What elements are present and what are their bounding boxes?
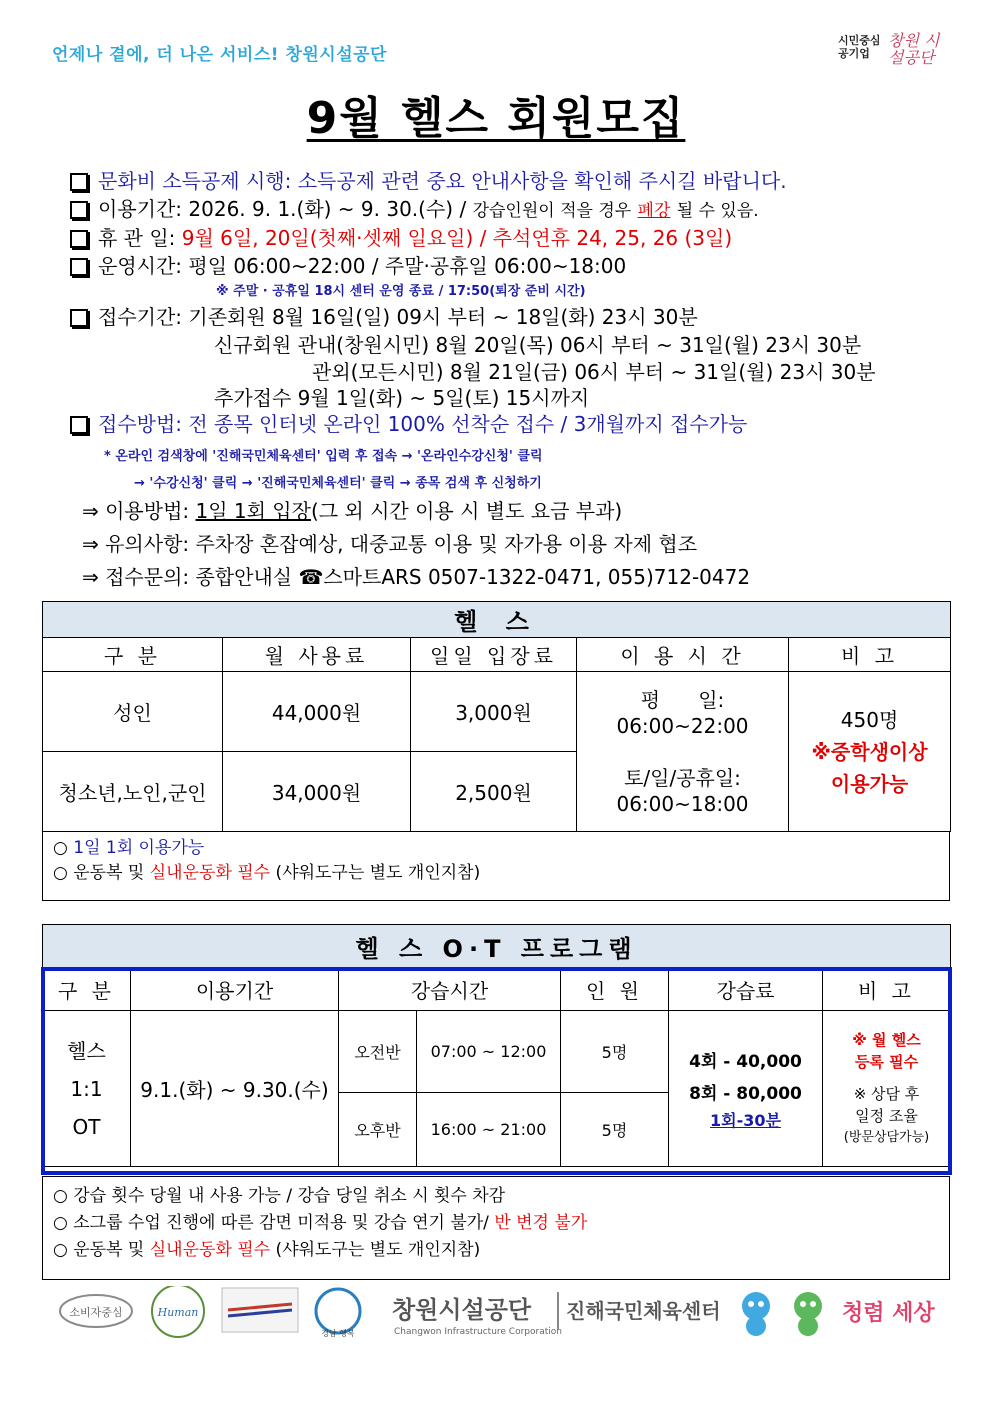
ot-remark-cell: ※ 월 헬스 등록 필수 ※ 상담 후 일정 조율 (방문상담가능) [823, 1011, 951, 1167]
checkbox-icon [70, 201, 88, 219]
info-registration-line3: 관외(모든시민) 8월 21일(금) 06시 부터 ~ 31일(월) 23시 30분 [312, 360, 876, 384]
info-registration: 접수기간: 기존회원 8월 16일(일) 09시 부터 ~ 18일(화) 23시 30분 [70, 304, 970, 330]
center-name: 진해국민체육센터 [566, 1299, 721, 1323]
info-usage: ⇒ 이용방법: 1일 1회 입장(그 외 시간 이용 시 별도 요금 부과) [82, 499, 623, 523]
info-method-note2: → '수강신청' 클릭 → '진해국민체육센터' 클릭 → 종목 검색 후 신청하기 [134, 476, 542, 491]
checkbox-icon [70, 173, 88, 191]
slogan: 언제나 곁에, 더 나은 서비스! 창원시설공단 [52, 45, 387, 65]
circle-bullet-icon: ○ [53, 1186, 68, 1206]
info-method: 접수방법: 전 종목 인터넷 온라인 100% 선착순 접수 / 3개월까지 접수가능 [70, 411, 970, 437]
column-header: 강습시간 [339, 969, 561, 1011]
logo-line1: 시민중심 [838, 34, 881, 47]
page-title: 9월 헬스 회원모집 [306, 93, 686, 144]
info-registration-line2: 신규회원 관내(창원시민) 8월 20일(목) 06시 부터 ~ 31일(월) 23시 30분 [214, 333, 862, 357]
ot-fee-cell: 4회 - 40,000 8회 - 80,000 1회-30분 [669, 1011, 823, 1167]
daily-fee-cell: 2,500원 [411, 752, 577, 832]
remark-cell: 450명 ※중학생이상 이용가능 [789, 672, 951, 832]
info-caution: ⇒ 유의사항: 주차장 혼잡예상, 대중교통 이용 및 자가용 이용 자제 협조 [82, 532, 698, 556]
info-hours: 운영시간: 평일 06:00~22:00 / 주말·공휴일 06:00~18:00 [70, 253, 970, 279]
column-header: 비 고 [789, 638, 951, 672]
checkbox-icon [70, 416, 88, 434]
category-cell: 성인 [43, 672, 223, 752]
circle-bullet-icon: ○ [53, 1213, 68, 1233]
daily-fee-cell: 3,000원 [411, 672, 577, 752]
column-header: 구 분 [43, 969, 131, 1011]
monthly-fee-cell: 34,000원 [223, 752, 411, 832]
info-period: 이용기간: 2026. 9. 1.(화) ~ 9. 30.(수) / 강습인원이 적을 경우 폐강 될 수 있음. [70, 196, 970, 224]
column-header: 강습료 [669, 969, 823, 1011]
svg-text:Human: Human [157, 1306, 199, 1319]
info-tax: 문화비 소득공제 시행: 소득공제 관련 중요 안내사항을 확인해 주시길 바랍니다. [70, 168, 970, 194]
ot-table-title: 헬 스 O·T 프로그램 [43, 925, 951, 969]
logo-line2: 공기업 [838, 47, 870, 60]
mascot-icon [742, 1292, 770, 1336]
pm-class-label: 오후반 [339, 1093, 417, 1167]
ot-program-table [42, 924, 951, 1167]
am-class-label: 오전반 [339, 1011, 417, 1093]
org-en-name: Changwon Infrastructure Corporation [394, 1327, 562, 1337]
monthly-fee-cell: 44,000원 [223, 672, 411, 752]
pm-class-time: 16:00 ~ 21:00 [417, 1093, 561, 1167]
column-header: 이용기간 [131, 969, 339, 1011]
certification-logo-icon [222, 1288, 298, 1332]
svg-text:경남 행복: 경남 행복 [321, 1329, 355, 1338]
ot-notes: ○ 강습 횟수 당월 내 사용 가능 / 강습 당일 취소 시 횟수 차감 ○ 소그룹 수업 진행에 따른 감면 미적용 및 강습 연기 불가/ 반 변경 불가 ○ 운동복 및 실내운동화 필수 (샤워도구는 별도 개인지참) [42, 1176, 950, 1280]
hours-cell: 평 일: 06:00~22:00 토/일/공휴일: 06:00~18:00 [577, 672, 789, 832]
column-header: 이 용 시 간 [577, 638, 789, 672]
pm-class-count: 5명 [561, 1093, 669, 1167]
info-registration-line4: 추가접수 9월 1일(화) ~ 5일(토) 15시까지 [214, 386, 590, 410]
corporation-logo [838, 31, 948, 67]
info-closed: 휴 관 일: 9월 6일, 20일(첫째·셋째 일요일) / 추석연휴 24, 25, 26 (3일) [70, 225, 970, 251]
am-class-count: 5명 [561, 1011, 669, 1093]
human-logo [152, 1286, 204, 1337]
footer-logos [56, 1286, 946, 1346]
column-header: 비 고 [823, 969, 951, 1011]
ccm-consumer-logo [60, 1295, 132, 1327]
circle-bullet-icon: ○ [53, 838, 68, 858]
logo-script: 창원 시설공단 [888, 31, 940, 67]
checkbox-icon [70, 309, 88, 327]
am-class-time: 07:00 ~ 12:00 [417, 1011, 561, 1093]
column-header: 일일 입장료 [411, 638, 577, 672]
health-notes: ○ 1일 1회 이용가능 ○ 운동복 및 실내운동화 필수 (샤워도구는 별도 개인지참) [42, 831, 950, 901]
column-header: 월 사용료 [223, 638, 411, 672]
category-cell: 청소년,노인,군인 [43, 752, 223, 832]
column-header: 구 분 [43, 638, 223, 672]
svg-text:소비자중심: 소비자중심 [69, 1306, 123, 1319]
ot-category-cell: 헬스 1:1 OT [43, 1011, 131, 1167]
table-row [43, 672, 951, 752]
info-hours-note: ※ 주말 · 공휴일 18시 센터 운영 종료 / 17:50(퇴장 준비 시간) [216, 284, 586, 299]
health-fee-table [42, 601, 951, 832]
info-contact: ⇒ 접수문의: 종합안내실 ☎스마트ARS 0507-1322-0471, 055)712-0472 [82, 565, 751, 589]
circle-bullet-icon: ○ [53, 1240, 68, 1260]
circle-bullet-icon: ○ [53, 863, 68, 883]
brand-slogan: 청렴 세상 [842, 1301, 935, 1326]
checkbox-icon [70, 258, 88, 276]
org-name: 창원시설공단 [392, 1296, 532, 1324]
checkbox-icon [70, 230, 88, 248]
ot-period-cell: 9.1.(화) ~ 9.30.(수) [131, 1011, 339, 1167]
info-method-note1: * 온라인 검색창에 '진해국민체육센터' 입력 후 접속 → '온라인수강신청' 클릭 [104, 449, 543, 464]
column-header: 인 원 [561, 969, 669, 1011]
mascot-icon [794, 1292, 822, 1336]
health-table-title: 헬 스 [43, 602, 951, 638]
gyeongnam-logo [316, 1289, 360, 1338]
table-row [43, 1011, 951, 1093]
